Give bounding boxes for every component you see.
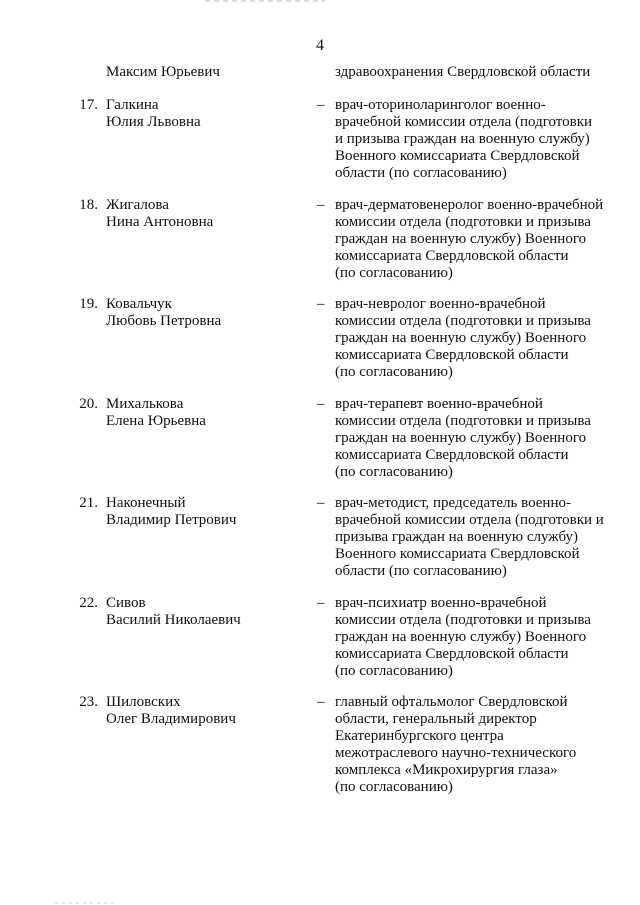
- dash-separator: –: [317, 594, 325, 611]
- role-line: врачебной комиссии отдела (подготовки: [335, 114, 593, 130]
- role-line: (по согласованию): [335, 779, 453, 795]
- role-line: Екатеринбургского центра: [335, 728, 504, 744]
- role-line: комиссариата Свердловской области: [335, 645, 569, 662]
- continued-entry: [0, 64, 640, 84]
- role-line: граждан на военную службу) Военного: [335, 230, 587, 247]
- list-item: [0, 595, 640, 695]
- dash-separator: –: [317, 296, 325, 312]
- role-line: комиссариата Свердловской области: [335, 347, 569, 363]
- role-line: граждан на военную службу) Военного: [335, 330, 587, 346]
- role-line: врач-методист, председатель военно-: [335, 495, 571, 511]
- role-line: врачебной комиссии отдела (подготовки и: [335, 512, 604, 528]
- role-line: комплекса «Микрохирургия глаза»: [335, 762, 558, 778]
- person-name: [106, 296, 221, 330]
- role-description: [335, 595, 635, 680]
- item-number: 19.: [79, 296, 98, 312]
- person-name: [106, 595, 241, 629]
- given-names: Любовь Петровна: [106, 313, 222, 329]
- role-line: (по согласованию): [335, 364, 453, 380]
- person-name: [106, 197, 213, 231]
- given-names: Олег Владимирович: [106, 711, 236, 727]
- surname: Сивов: [106, 594, 146, 611]
- role-line: врач-терапевт военно-врачебной: [335, 395, 543, 412]
- role-line: комиссии отдела (подготовки и призыва: [335, 313, 591, 329]
- role-line: комиссариата Свердловской области: [335, 247, 569, 264]
- continued-name: Максим Юрьевич: [106, 64, 220, 80]
- dash-separator: –: [317, 97, 325, 113]
- role-line: области, генеральный директор: [335, 711, 537, 727]
- given-names: Елена Юрьевна: [106, 412, 206, 429]
- item-number: 18.: [79, 196, 98, 213]
- person-name: [106, 495, 236, 529]
- item-number: 17.: [79, 97, 98, 113]
- surname: Михалькова: [106, 395, 184, 412]
- role-line: врач-оториноларинголог военно-: [335, 97, 546, 113]
- role-description: [335, 495, 635, 580]
- person-name: [106, 97, 201, 131]
- role-line: комиссии отдела (подготовки и призыва: [335, 213, 591, 230]
- page-number: 4: [316, 37, 324, 54]
- role-line: (по согласованию): [335, 264, 453, 281]
- role-line: Военного комиссариата Свердловской: [335, 148, 580, 164]
- role-line: призыва граждан на военную службу): [335, 529, 579, 545]
- dash-separator: –: [317, 395, 325, 412]
- surname: Жигалова: [106, 196, 169, 213]
- given-names: Нина Антоновна: [106, 213, 214, 230]
- surname: Ковальчук: [106, 296, 172, 312]
- list-item: [0, 97, 640, 197]
- role-line: межотраслевого научно-технического: [335, 745, 577, 761]
- role-line: и призыва граждан на военную службу): [335, 131, 590, 147]
- role-line: граждан на военную службу) Военного: [335, 628, 587, 645]
- list-item: [0, 396, 640, 496]
- role-line: врач-дерматовенеролог военно-врачебной: [335, 196, 604, 213]
- list-item: [0, 495, 640, 595]
- role-description: [335, 296, 635, 381]
- role-line: граждан на военную службу) Военного: [335, 429, 587, 446]
- item-number: 20.: [79, 395, 98, 412]
- given-names: Юлия Львовна: [106, 114, 201, 130]
- item-number: 23.: [79, 694, 98, 710]
- dash-separator: –: [317, 694, 325, 710]
- scan-artifact-bottom: [55, 902, 115, 904]
- dash-separator: –: [317, 196, 325, 213]
- surname: Наконечный: [106, 495, 186, 511]
- role-line: комиссии отдела (подготовки и призыва: [335, 611, 591, 628]
- item-number: 22.: [79, 594, 98, 611]
- role-line: врач-невролог военно-врачебной: [335, 296, 546, 312]
- continued-role: здравоохранения Свердловской области: [335, 64, 591, 80]
- member-list: [0, 97, 640, 794]
- role-description: [335, 694, 635, 796]
- person-name: [106, 694, 236, 728]
- role-line: (по согласованию): [335, 463, 453, 480]
- role-line: комиссариата Свердловской области: [335, 446, 569, 463]
- role-line: главный офтальмолог Свердловской: [335, 694, 568, 710]
- role-line: Военного комиссариата Свердловской: [335, 546, 580, 562]
- role-description: [335, 197, 635, 282]
- role-line: врач-психиатр военно-врачебной: [335, 594, 547, 611]
- role-description: [335, 97, 635, 182]
- given-names: Василий Николаевич: [106, 611, 241, 628]
- role-line: комиссии отдела (подготовки и призыва: [335, 412, 591, 429]
- item-number: 21.: [79, 495, 98, 511]
- surname: Галкина: [106, 97, 159, 113]
- list-item: [0, 197, 640, 297]
- role-line: области (по согласованию): [335, 563, 507, 579]
- list-item: [0, 296, 640, 396]
- given-names: Владимир Петрович: [106, 512, 237, 528]
- surname: Шиловских: [106, 694, 181, 710]
- role-line: (по согласованию): [335, 662, 453, 679]
- scan-artifact-top: [205, 0, 325, 2]
- dash-separator: –: [317, 495, 325, 511]
- list-item: [0, 694, 640, 794]
- person-name: [106, 396, 206, 430]
- role-line: области (по согласованию): [335, 165, 507, 181]
- role-description: [335, 396, 635, 481]
